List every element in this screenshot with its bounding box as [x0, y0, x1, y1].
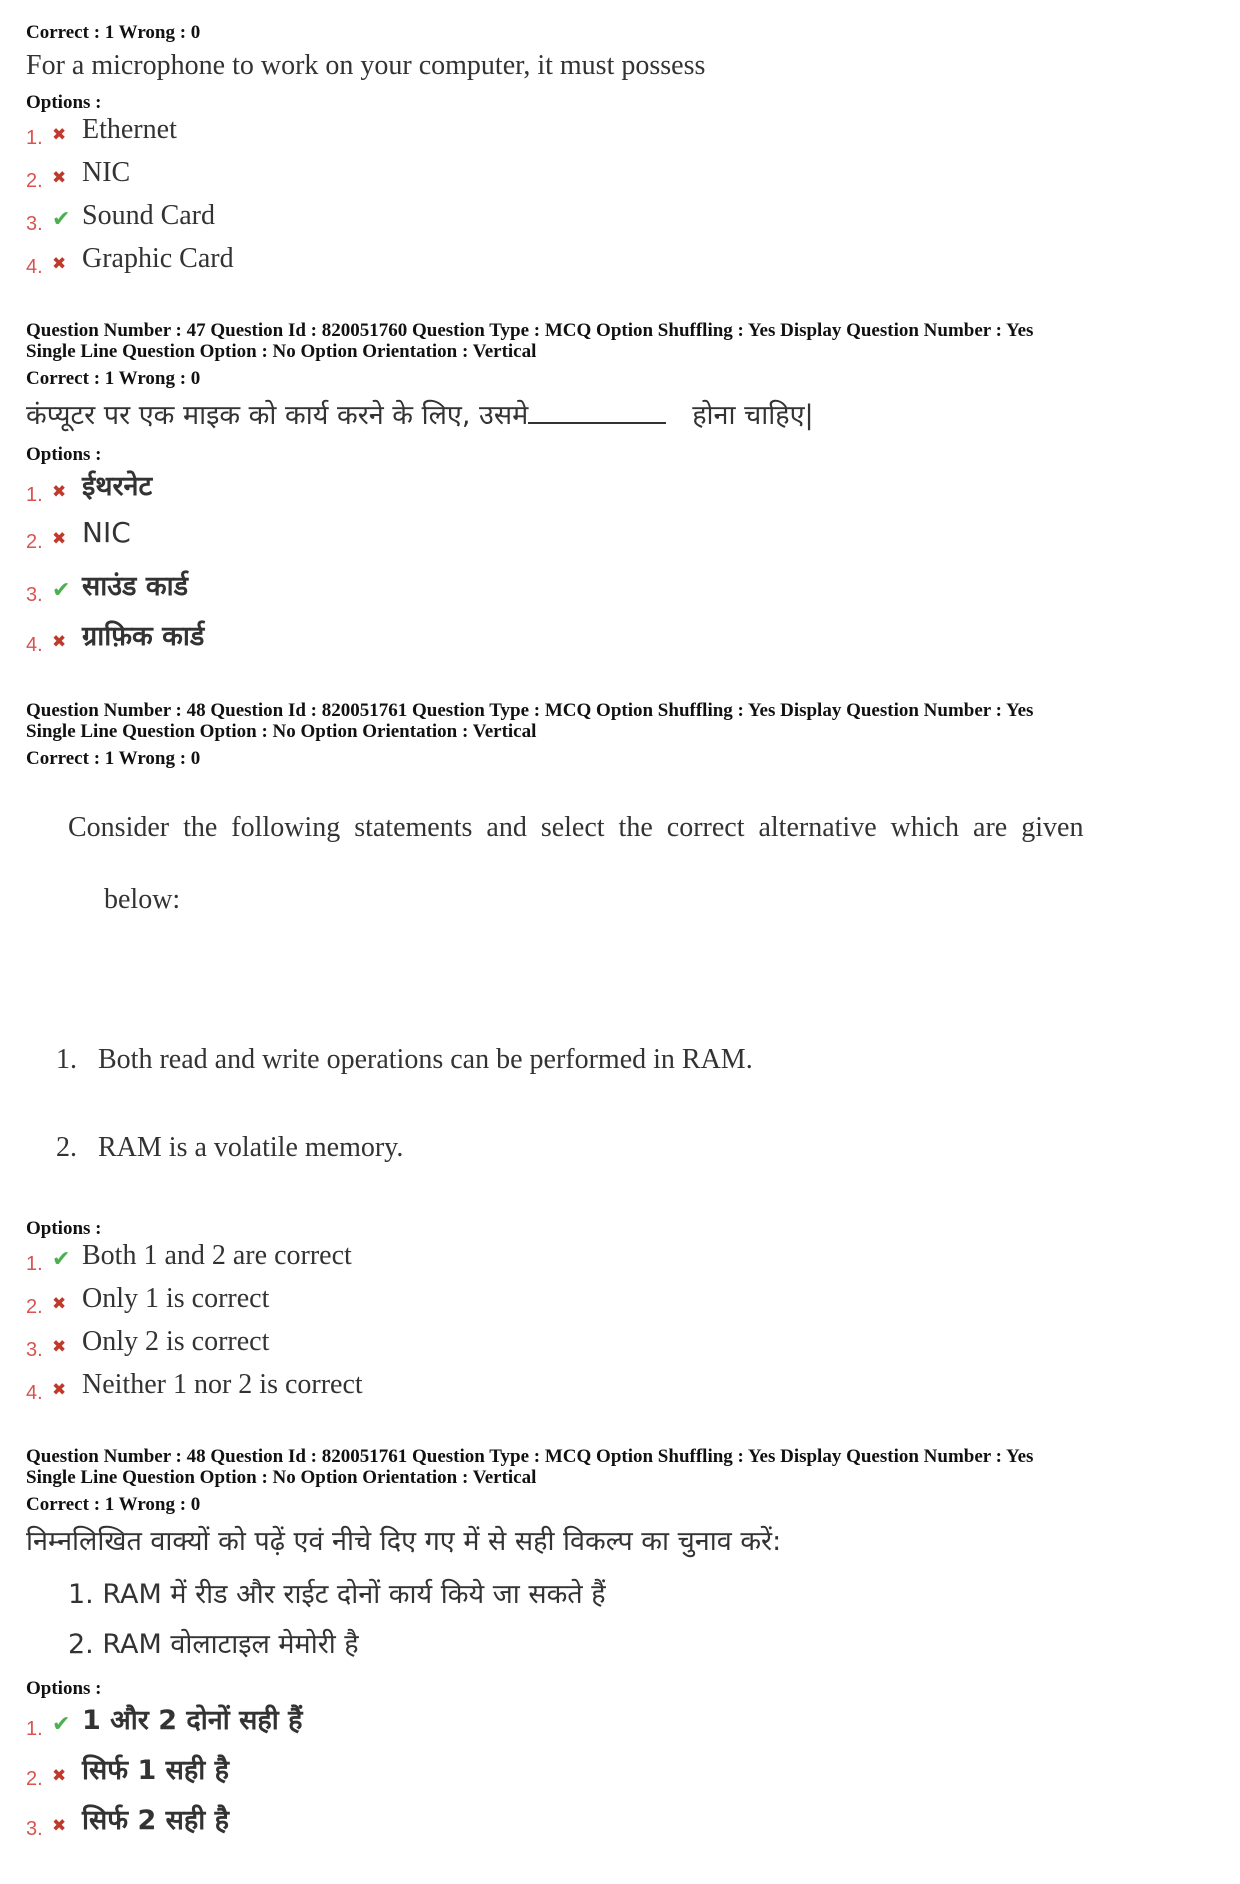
option-item	[26, 516, 1206, 566]
cross-icon: ✖	[52, 125, 67, 144]
question-block-47	[26, 320, 1206, 666]
score-line: Correct : 1 Wrong : 0	[26, 1494, 201, 1515]
score-line: Correct : 1 Wrong : 0	[26, 22, 201, 43]
option-number: 2.	[26, 1296, 43, 1318]
cross-icon: ✖	[52, 632, 67, 651]
question-meta	[26, 1446, 1206, 1488]
question-text	[26, 774, 1206, 990]
option-number: 3.	[26, 1818, 43, 1840]
option-number: 4.	[26, 634, 43, 656]
option-number: 3.	[26, 213, 43, 235]
option-number: 1.	[26, 127, 43, 149]
meta-line: Question Number : 48 Question Id : 820051761 Question Type : MCQ Option Shuffling : Yes Display Question Number : Yes	[26, 1446, 1034, 1467]
option-text: सिर्फ 2 सही है	[82, 1805, 229, 1836]
options-list	[26, 1240, 1206, 1412]
option-text: साउंड कार्ड	[82, 571, 189, 602]
option-item	[26, 1283, 1206, 1326]
meta-line: Question Number : 48 Question Id : 820051761 Question Type : MCQ Option Shuffling : Yes Display Question Number : Yes	[26, 700, 1034, 721]
option-number: 4.	[26, 256, 43, 278]
question-block-48-hi	[26, 1446, 1206, 1850]
cross-icon: ✖	[52, 1766, 67, 1785]
fill-blank	[528, 396, 666, 424]
meta-line: Single Line Question Option : No Option Orientation : Vertical	[26, 341, 537, 362]
question-text	[26, 396, 1206, 436]
option-text: Both 1 and 2 are correct	[82, 1240, 352, 1271]
question-text: निम्नलिखित वाक्यों को पढ़ें एवं नीचे दिए गए में से सही विकल्प का चुनाव करें:	[26, 1526, 782, 1557]
question-part: होना चाहिए|	[692, 400, 814, 431]
option-item	[26, 157, 1206, 200]
cross-icon: ✖	[52, 168, 67, 187]
option-number: 3.	[26, 584, 43, 606]
option-text: 1 और 2 दोनों सही हैं	[82, 1705, 303, 1736]
statement-item: 1. Both read and write operations can be performed in RAM.	[56, 1044, 753, 1075]
question-block-48-en	[26, 700, 1206, 1412]
option-text: NIC	[82, 516, 131, 549]
cross-icon: ✖	[52, 1337, 67, 1356]
statement-item: 2. RAM is a volatile memory.	[56, 1132, 404, 1163]
option-item	[26, 566, 1206, 616]
option-text: ग्राफ़िक कार्ड	[82, 621, 205, 652]
cross-icon: ✖	[52, 1294, 67, 1313]
option-text: Only 1 is correct	[82, 1283, 270, 1314]
score-line: Correct : 1 Wrong : 0	[26, 748, 201, 769]
statement-item: 2. RAM वोलाटाइल मेमोरी है	[68, 1629, 359, 1660]
option-number: 1.	[26, 484, 43, 506]
cross-icon: ✖	[52, 1816, 67, 1835]
option-item	[26, 466, 1206, 516]
check-icon: ✔	[52, 1711, 71, 1736]
statement-list	[56, 998, 1206, 1210]
option-item	[26, 200, 1206, 243]
question-text: For a microphone to work on your computer, it must possess	[26, 50, 706, 81]
option-text: Ethernet	[82, 114, 177, 145]
option-number: 2.	[26, 1768, 43, 1790]
cross-icon: ✖	[52, 254, 67, 273]
option-number: 4.	[26, 1382, 43, 1404]
meta-line: Single Line Question Option : No Option Orientation : Vertical	[26, 1467, 537, 1488]
question-meta	[26, 320, 1206, 362]
option-number: 1.	[26, 1253, 43, 1275]
options-list	[26, 466, 1206, 666]
options-label: Options :	[26, 92, 102, 113]
cross-icon: ✖	[52, 482, 67, 501]
option-item	[26, 1750, 1206, 1800]
options-list	[26, 1700, 1206, 1850]
statement-list	[68, 1570, 1206, 1670]
option-text: Neither 1 nor 2 is correct	[82, 1369, 363, 1400]
option-item	[26, 1240, 1206, 1283]
meta-line: Single Line Question Option : No Option Orientation : Vertical	[26, 721, 537, 742]
option-number: 1.	[26, 1718, 43, 1740]
question-paper	[26, 22, 1206, 1884]
option-item	[26, 1326, 1206, 1369]
option-item	[26, 1369, 1206, 1412]
option-item	[26, 1700, 1206, 1750]
option-text: NIC	[82, 157, 131, 188]
check-icon: ✔	[52, 577, 71, 602]
option-text: सिर्फ 1 सही है	[82, 1755, 229, 1786]
option-text: Only 2 is correct	[82, 1326, 270, 1357]
question-part: कंप्यूटर पर एक माइक को कार्य करने के लिए, उसमे	[26, 400, 529, 431]
cross-icon: ✖	[52, 1380, 67, 1399]
question-line: Consider the following statements and select the correct alternative which are given	[68, 812, 1084, 843]
check-icon: ✔	[52, 1246, 71, 1271]
option-item	[26, 1800, 1206, 1850]
option-text: ईथरनेट	[82, 471, 153, 502]
options-label: Options :	[26, 1218, 102, 1239]
option-number: 2.	[26, 170, 43, 192]
option-item	[26, 114, 1206, 157]
statement-item: 1. RAM में रीड और राईट दोनों कार्य किये जा सकते हैं	[68, 1579, 606, 1610]
options-label: Options :	[26, 1678, 102, 1699]
options-label: Options :	[26, 444, 102, 465]
option-item	[26, 243, 1206, 286]
option-text: Graphic Card	[82, 243, 234, 274]
options-list	[26, 114, 1206, 286]
option-text: Sound Card	[82, 200, 215, 231]
cross-icon: ✖	[52, 529, 67, 548]
score-line: Correct : 1 Wrong : 0	[26, 368, 201, 389]
question-block-46	[26, 22, 1206, 286]
option-number: 3.	[26, 1339, 43, 1361]
option-item	[26, 616, 1206, 666]
question-line: below:	[104, 884, 181, 915]
meta-line: Question Number : 47 Question Id : 820051760 Question Type : MCQ Option Shuffling : Yes Display Question Number : Yes	[26, 320, 1034, 341]
question-meta	[26, 700, 1206, 742]
option-number: 2.	[26, 531, 43, 553]
check-icon: ✔	[52, 206, 71, 231]
